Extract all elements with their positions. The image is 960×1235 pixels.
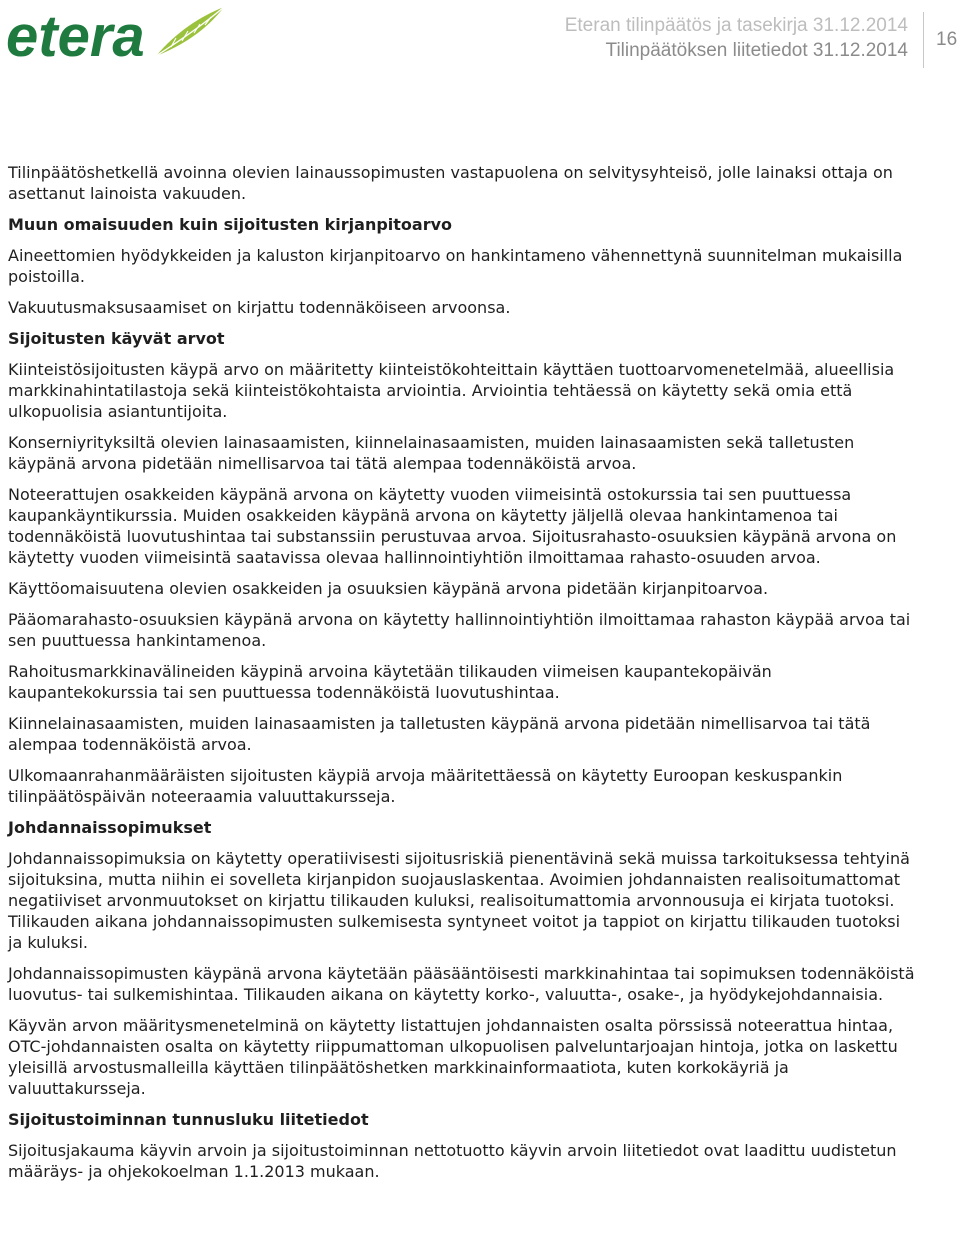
paragraph: Käyvän arvon määritysmenetelminä on käytetty listattujen johdannaisten osalta pörssissä noteerattua hintaa, OTC-johdannaisten osalta on käytetty riippumattoman ulkopuolisen palveluntarjoajan hintoja, jotka on laskettu yleisillä arvostusmalleilla käyttäen tilinpäätöshetken markkinainformaatiota, kuten korkokäyriä ja valuuttakursseja. bbox=[8, 1016, 898, 1098]
svg-text:etera: etera bbox=[6, 4, 145, 64]
page-header bbox=[0, 0, 960, 80]
section-heading: Sijoitusten käyvät arvot bbox=[8, 329, 225, 348]
paragraph: Rahoitusmarkkinavälineiden käypinä arvoina käytetään tilikauden viimeisen kaupantekopäivän kaupantekokurssia tai sen puuttuessa todennäköistä luovutushintaa. bbox=[8, 662, 772, 702]
page-content bbox=[8, 162, 918, 1192]
paragraph: Johdannaissopimusten käypänä arvona käytetään pääsääntöisesti markkinahintaa tai sopimuksen todennäköistä luovutus- tai sulkemishintaa. Tilikauden aikana on käytetty korko-, valuutta-, osake-, ja hyödykejohdannaisia. bbox=[8, 964, 915, 1004]
section-heading: Muun omaisuuden kuin sijoitusten kirjanpitoarvo bbox=[8, 215, 453, 234]
paragraph: Pääomarahasto-osuuksien käypänä arvona on käytetty hallinnointiyhtiön ilmoittamaa rahaston käypää arvoa tai sen puuttuessa hankintamenoa. bbox=[8, 610, 911, 650]
paragraph: Ulkomaanrahanmääräisten sijoitusten käypiä arvoja määritettäessä on käytetty Euroopan keskuspankin tilinpäätöspäivän noteeraamia valuuttakursseja. bbox=[8, 766, 843, 806]
section-title: Tilinpäätöksen liitetiedot 31.12.2014 bbox=[605, 40, 908, 61]
etera-logo bbox=[6, 2, 228, 64]
paragraph: Johdannaissopimuksia on käytetty operatiivisesti sijoitusriskiä pienentävinä sekä muissa tarkoituksessa tehtyinä sijoituksina, mutta niihin ei sovelleta kirjanpidon suojauslaskentaa. Avoimien johdannaisten realisoitumattomat negatiiviset arvonmuutokset on kirjattu tilikauden kuluksi, realisoitumattomia arvonnousuja ei kirjata tuotoksi. Tilikauden aikana johdannaissopimusten sulkemisesta syntyneet voitot ja tappiot on kirjattu tilikauden tuotoksi ja kuluksi. bbox=[8, 849, 910, 952]
paragraph: Vakuutusmaksusaamiset on kirjattu todennäköiseen arvoonsa. bbox=[8, 298, 511, 317]
paragraph: Kiinnelainasaamisten, muiden lainasaamisten ja talletusten käypänä arvona pidetään nimellisarvoa tai tätä alempaa todennäköistä arvoa. bbox=[8, 714, 871, 754]
section-heading: Johdannaissopimukset bbox=[8, 818, 212, 837]
leaf-icon bbox=[156, 7, 224, 56]
paragraph: Konserniyrityksiltä olevien lainasaamisten, kiinnelainasaamisten, muiden lainasaamisten sekä talletusten käypänä arvona pidetään nimellisarvoa tai tätä alempaa todennäköistä arvoa. bbox=[8, 433, 855, 473]
header-titles bbox=[565, 13, 908, 63]
page-number: 16 bbox=[936, 29, 958, 50]
paragraph: Aineettomien hyödykkeiden ja kaluston kirjanpitoarvo on hankintameno vähennettynä suunnitelman mukaisilla poistoilla. bbox=[8, 246, 903, 286]
section-heading: Sijoitustoiminnan tunnusluku liitetiedot bbox=[8, 1110, 369, 1129]
header-divider bbox=[923, 12, 924, 68]
paragraph: Käyttöomaisuutena olevien osakkeiden ja osuuksien käypänä arvona pidetään kirjanpitoarvoa. bbox=[8, 579, 769, 598]
paragraph: Tilinpäätöshetkellä avoinna olevien lainaussopimusten vastapuolena on selvitysyhteisö, jolle lainaksi ottaja on asettanut lainoista vakuuden. bbox=[8, 163, 893, 203]
paragraph: Kiinteistösijoitusten käypä arvo on määritetty kiinteistökohteittain käyttäen tuottoarvomenetelmää, alueellisia markkinahintatilastoja sekä kiinteistökohtaista arviointia. Arviointia tehtäessä on käytetty sekä omia että ulkopuolisia asiantuntijoita. bbox=[8, 360, 895, 421]
report-title: Eteran tilinpäätös ja tasekirja 31.12.2014 bbox=[564, 15, 908, 36]
paragraph: Sijoitusjakauma käyvin arvoin ja sijoitustoiminnan nettotuotto käyvin arvoin liitetiedot ovat laadittu uudistetun määräys- ja ohjekokoelman 1.1.2013 mukaan. bbox=[8, 1141, 897, 1181]
paragraph: Noteerattujen osakkeiden käypänä arvona on käytetty vuoden viimeisintä ostokurssia tai sen puuttuessa kaupankäyntikurssia. Muiden osakkeiden käypänä arvona on käytetty jäljellä olevaa hankintamenoa tai todennäköistä luovutushintaa tai substanssiin perustuvaa arvoa. Sijoitusrahasto-osuuksien käypänä arvona on käytetty vuoden viimeisintä saatavissa olevaa hallinnointiyhtiön ilmoittamaa rahasto-osuuden arvoa. bbox=[8, 485, 897, 567]
